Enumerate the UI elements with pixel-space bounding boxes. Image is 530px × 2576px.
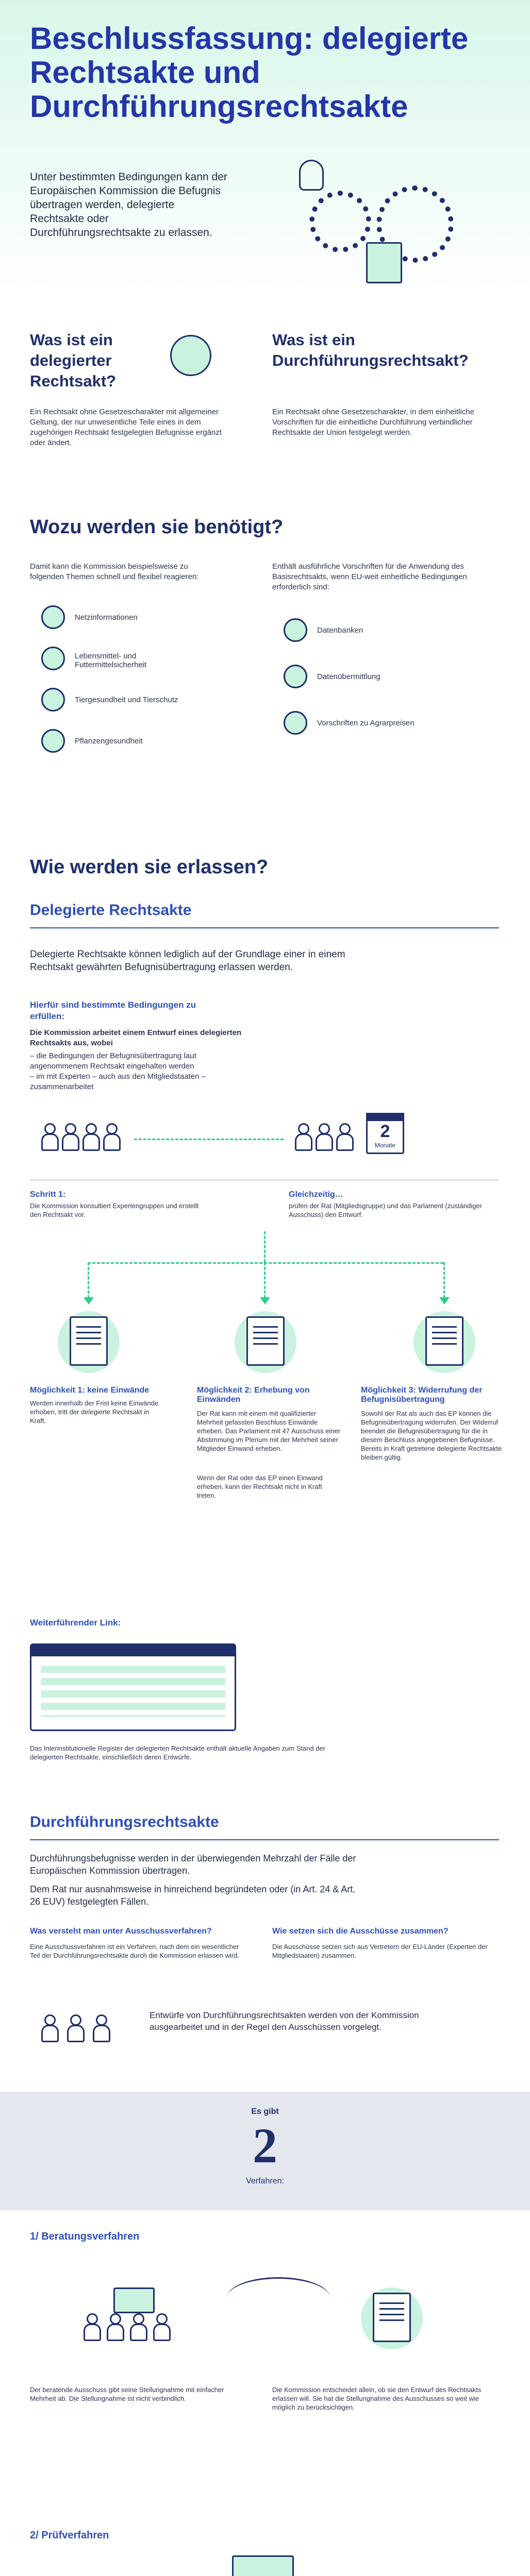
q1-title: Was versteht man unter Ausschussverfahren?: [30, 1927, 212, 1936]
links-section: [0, 1618, 530, 1793]
connector-line: [134, 1139, 284, 1140]
step1-text: Die Kommission konsultiert Expertengruppen und erstellt den Rechtsakt vor.: [30, 1202, 199, 1218]
arrow-down-icon: [84, 1297, 94, 1304]
committee-illustration: [30, 1999, 143, 2056]
committee-document-icon: [232, 2555, 294, 2576]
how-title: Wie werden sie erlassen?: [30, 856, 269, 878]
delegated-question-icon: [170, 335, 211, 376]
advisory-title: 1/ Beratungsverfahren: [30, 2231, 140, 2242]
arrow-down-icon: [260, 1297, 270, 1304]
list-item: Vorschriften zu Agrarpreisen: [317, 719, 415, 727]
person-icon: [102, 1123, 119, 1149]
delegated-question-title: Was ist ein delegierter Rechtsakt?: [30, 331, 117, 390]
list-item: Datenübermittlung: [317, 672, 380, 681]
price-icon: [284, 711, 307, 735]
exam-title: 2/ Prüfverfahren: [30, 2530, 109, 2541]
examination-section: [0, 2530, 530, 2576]
why-needed-section: [0, 515, 530, 845]
person-icon: [82, 2313, 99, 2339]
months-label: Monate: [374, 1142, 396, 1149]
person-icon: [335, 1123, 352, 1149]
connector-line: [264, 1262, 266, 1298]
possibility2-title: Möglichkeit 2: Erhebung von Einwänden: [197, 1386, 310, 1404]
document-icon: [70, 1316, 108, 1366]
page-title: Beschlussfassung: delegierte Rechtsakte und Durchführungsrechtsakte: [30, 21, 469, 124]
exam-committee-illustration: [170, 2555, 356, 2576]
q2-title: Wie setzen sich die Ausschüsse zusammen?: [272, 1927, 449, 1936]
implementing-definition: Ein Rechtsakt ohne Gesetzescharakter, in dem einheitliche Vorschriften für die einheitliche Durchführung verbindlicher Rechtsakte der Union festgelegt werden.: [272, 408, 474, 437]
draft-text: Entwürfe von Durchführungsrechtsakten werden von der Kommission ausgearbeitet und in der Regel den Ausschüssen vorgelegt.: [150, 2010, 419, 2032]
document-icon: [246, 1316, 285, 1366]
document-icon: [373, 2293, 411, 2342]
count-suffix: Verfahren:: [246, 2177, 284, 2185]
person-icon: [40, 1123, 57, 1149]
possibility3-text: Sowohl der Rat als auch das EP können die Befugnisübertragung widerrufen. Der Widerruf beendet die Befugnisübertragung für die in diesem Beschluss angegebenen Befugnisse. Bereits in Kraft getretene delegierte Rechtsakte bleiben gültig.: [361, 1410, 502, 1461]
curved-arrow: [227, 2277, 330, 2318]
delegated-definition: Ein Rechtsakt ohne Gesetzescharakter mit allgemeiner Geltung, der nur unwesentliche Teile eines in dem zugehörigen Rechtsakt festgelegten Befugnisse ergänzt oder ändert.: [30, 408, 222, 447]
divider: [30, 927, 499, 928]
experts-illustration: [30, 1108, 133, 1175]
person-icon: [106, 2313, 122, 2339]
list-item: Tiergesundheit und Tierschutz: [75, 696, 178, 704]
list-item: Netzinformationen: [75, 613, 138, 622]
possibility3-title: Möglichkeit 3: Widerrufung der Befugnisübertragung: [361, 1386, 483, 1404]
connector-line: [88, 1262, 89, 1298]
impl-intro-a: Durchführungsbefugnisse werden in der überwiegenden Mehrzahl der Fälle der Europäischen Kommission übertragen.: [30, 1853, 356, 1876]
delegated-acts-heading: Delegierte Rechtsakte: [30, 902, 192, 919]
q2-text: Die Ausschüsse setzen sich aus Vertretern der EU-Länder (Experten der Mitgliedstaaten) zusammen.: [272, 1943, 488, 1959]
advisory-left-text: Der beratende Ausschuss gibt seine Stellungnahme mit einfacher Mehrheit ab. Die Stellungnahme ist nicht verbindlich.: [30, 2386, 224, 2402]
intro-text: Unter bestimmten Bedingungen kann der Europäischen Kommission die Befugnis übertragen werden, delegierte Rechtsakte oder Durchführungsrechtsakte zu erlassen.: [30, 171, 227, 239]
count-prefix: Es gibt: [251, 2107, 279, 2116]
possibility1-title: Möglichkeit 1: keine Einwände: [30, 1386, 150, 1395]
data-transfer-icon: [284, 665, 307, 688]
lightbulb-icon: [299, 160, 324, 191]
register-illustration: [30, 1643, 236, 1731]
database-icon: [284, 618, 307, 642]
connector-line: [443, 1262, 445, 1298]
why-left-intro: Damit kann die Kommission beispielsweise zu folgenden Themen schnell und flexibel reagieren:: [30, 562, 199, 581]
divider: [30, 1839, 499, 1840]
implementing-heading: Durchführungsrechtsakte: [30, 1814, 219, 1831]
list-item: Lebensmittel- und Futtermittelsicherheit: [75, 652, 147, 669]
gear-icon: [309, 191, 371, 252]
calendar-icon: [366, 1113, 404, 1154]
conditions-text: Die Kommission arbeitet einem Entwurf eines delegierten Rechtsakts aus, wobei: [30, 1028, 242, 1047]
advisory-right-text: Die Kommission entscheidet allein, ob sie den Entwurf des Rechtsakts erlassen will. Sie hat die Stellungnahme des Ausschusses so weit wie möglich zu berücksichtigen.: [272, 2386, 482, 2411]
person-icon: [81, 1123, 98, 1149]
register-header: [31, 1645, 235, 1656]
person-icon: [294, 1123, 310, 1149]
step1-title: Schritt 1:: [30, 1190, 66, 1199]
advisory-section: [0, 2231, 530, 2519]
procedures-count-band: [0, 2092, 530, 2210]
connector-line: [88, 1262, 443, 1264]
step2-title: Gleichzeitig…: [289, 1190, 343, 1199]
person-icon: [129, 2313, 145, 2339]
advisory-committee-illustration: [77, 2287, 211, 2360]
list-item: Pflanzengesundheit: [75, 737, 143, 745]
parliament-illustration: [289, 1108, 418, 1175]
person-icon: [66, 2014, 82, 2040]
arrow-down-icon: [439, 1297, 450, 1304]
implementing-question-title: Was ist ein Durchführungsrechtsakt?: [272, 331, 469, 369]
conditions-title: Hierfür sind bestimmte Bedingungen zu erfüllen:: [30, 1000, 196, 1021]
network-icon: [41, 605, 65, 629]
person-icon: [92, 2014, 108, 2040]
step2-text: prüfen der Rat (Mitgliedsgruppe) und das Parlament (zuständiger Ausschuss) den Entwurf.: [289, 1202, 483, 1218]
person-icon: [152, 2313, 169, 2339]
document-icon: [366, 242, 402, 283]
person-icon: [314, 1123, 331, 1149]
link-title: Weiterführender Link:: [30, 1618, 121, 1628]
header-section: [0, 0, 530, 330]
list-item: Datenbanken: [317, 626, 363, 635]
why-right-intro: Enthält ausführliche Vorschriften für die Anwendung des Basisrechtsakts, wenn EU-weit einheitliche Bedingungen erforderlich sind:: [272, 562, 467, 591]
animal-icon: [41, 688, 65, 711]
food-icon: [41, 647, 65, 670]
possibility1-text: Werden innerhalb der Frist keine Einwände erhoben, tritt der delegierte Rechtsakt in Kraft.: [30, 1399, 159, 1425]
why-needed-title: Wozu werden sie benötigt?: [30, 516, 284, 538]
condition-item: – im mit Experten – auch aus den Mitgliedstaaten – zusammenarbeitet: [30, 1072, 206, 1091]
possibility2-text-b: Wenn der Rat oder das EP einen Einwand erheben, kann der Rechtsakt nicht in Kraft treten.: [197, 1474, 323, 1499]
possibility2-text: Der Rat kann mit einem mit qualifizierter Mehrheit gefassten Beschluss Einwände erheben. Das Parlament mit 47 Ausschuss einer Abstimmung im Plenum mit der Mehrheit seiner Mitglieder Einwand erheben.: [197, 1410, 341, 1452]
plant-icon: [41, 729, 65, 753]
person-icon: [40, 2014, 57, 2040]
impl-intro-b: Dem Rat nur ausnahmsweise in hinreichend begründeten oder (in Art. 24 & Art. 26 EUV) festgelegten Fällen.: [30, 1884, 356, 1907]
gears-illustration: [289, 160, 474, 289]
person-icon: [61, 1123, 77, 1149]
delegated-intro: Delegierte Rechtsakte können lediglich auf der Grundlage einer in einem Rechtsakt gewährten Befugnisübertragung erlassen werden.: [30, 949, 345, 973]
what-is-section: [0, 330, 530, 500]
count-number: 2: [253, 2118, 277, 2173]
q1-text: Eine Ausschussverfahren ist ein Verfahren, nach dem ein wesentlicher Teil der Durchführungsrechtsakte durch die Kommission erlassen wird.: [30, 1943, 240, 1959]
condition-item: – die Bedingungen der Befugnisübertragung laut angenommenem Rechtsakt eingehalten werden: [30, 1052, 196, 1071]
register-lines: [41, 1666, 225, 1717]
committee-document-icon: [113, 2287, 155, 2313]
how-section: [0, 855, 530, 948]
months-number: 2: [380, 1122, 390, 1141]
link-text: Das Interinstitutionelle Register der delegierten Rechtsakte enthält aktuelle Angaben zum Stand der delegierten Rechtsakte, einschließlich deren Entwürfe.: [30, 1744, 326, 1761]
document-icon: [425, 1316, 463, 1366]
delegated-process: [0, 948, 530, 1587]
connector-line: [264, 1231, 266, 1262]
